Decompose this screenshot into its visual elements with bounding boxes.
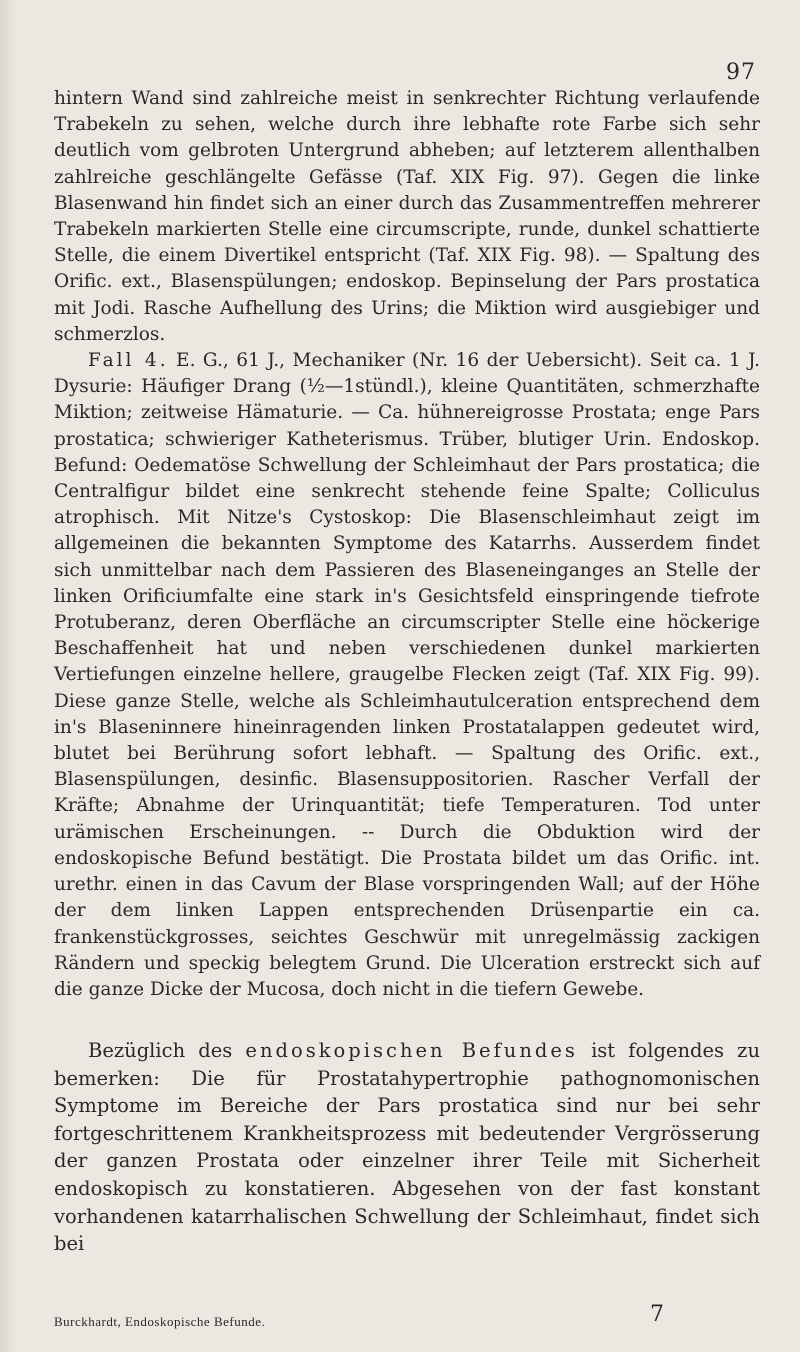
page-number: 97 xyxy=(726,60,756,85)
paragraph-case-4 xyxy=(54,348,760,1003)
case-heading: Fall 4. xyxy=(88,350,169,372)
paragraph-text: E. G., 61 J., Mechaniker (Nr. 16 der Uebersicht). Seit ca. 1 J. Dysurie: Häufiger Drang (½—1stündl.), kleine Quantitäten, schmerzhafte Miktion; zeitweise Hämaturie. — Ca. hühnereigrosse Prostata; enge Pars prostatica; schwieriger Katheterismus. Trüber, blutiger Urin. Endoskop. Befund: Oedematöse Schwellung der Schleimhaut der Pars prostatica; die Centralfigur bildet eine senkrecht stehende feine Spalte; Colliculus atrophisch. Mit Nitze's Cystoskop: Die Blasenschleimhaut zeigt im allgemeinen die bekannten Symptome des Katarrhs. Ausserdem findet sich unmittelbar nach dem Passieren des Blaseneinganges an Stelle der linken Orificiumfalte eine stark in's Gesichtsfeld einspringende tiefrote Protuberanz, deren Oberfläche an circumscripter Stelle eine höckerige Beschaffenheit hat und neben verschiedenen dunkel markierten Vertiefungen einzelne hellere, graugelbe Flecken zeigt (Taf. XIX Fig. 99). Diese ganze Stelle, welche als Schleimhautulceration entsprechend dem in's Blaseninnere hineinragenden linken Prostatalappen gedeutet wird, blutet bei Berührung sofort lebhaft. — Spaltung des Orific. ext., Blasenspülungen, desinfic. Blasensuppositorien. Rascher Verfall der Kräfte; Abnahme der Urinquantität; tiefe Temperaturen. Tod unter urämischen Erscheinungen. -- Durch die Obduktion wird der endoskopische Befund bestätigt. Die Prostata bildet um das Orific. int. urethr. einen in das Cavum der Blase vorspringenden Wall; auf der Höhe der dem linken Lappen entsprechenden Drüsenpartie ein ca. frankenstückgrosses, seichtes Geschwür mit unregelmässig zackigen Rändern und speckig belegtem Grund. Die Ulceration erstreckt sich auf die ganze Dicke der Mucosa, doch nicht in die tiefern Gewebe. xyxy=(54,350,760,1000)
body-text xyxy=(54,86,760,1258)
paragraph-text: ist folgendes zu bemerken: Die für Prostatahypertrophie pathognomonischen Symptome im Bereiche der Pars prostatica sind nur bei sehr fortgeschrittenem Krankheitsprozess mit bedeutender Vergrösserung der ganzen Prostata oder einzelner ihrer Teile mit Sicherheit endoskopisch zu konstatieren. Abgesehen von der fast konstant vorhandenen katarrhalischen Schwellung der Schleimhaut, findet sich bei xyxy=(54,1039,761,1256)
paragraph-lead: Bezüglich des xyxy=(88,1039,233,1063)
page-binding-edge xyxy=(0,0,18,1352)
emphasized-term: endoskopischen Befundes xyxy=(245,1039,578,1063)
page-footer xyxy=(54,1302,760,1336)
paragraph-continuation xyxy=(54,86,760,348)
paragraph-endoscopic-findings xyxy=(54,1037,760,1258)
sheet-number: 7 xyxy=(650,1302,664,1327)
paragraph-text: hintern Wand sind zahlreiche meist in senkrechter Richtung verlaufende Trabekeln zu sehen, welche durch ihre lebhafte rote Farbe sich sehr deutlich vom gelbroten Untergrund abheben; auf letzterem allenthalben zahlreiche geschlängelte Gefässe (Taf. XIX Fig. 97). Gegen die linke Blasenwand hin findet sich an einer durch das Zusammentreffen mehrerer Trabekeln markierten Stelle eine circumscripte, runde, dunkel schattierte Stelle, die einem Divertikel entspricht (Taf. XIX Fig. 98). — Spaltung des Orific. ext., Blasenspülungen; endoskop. Bepinselung der Pars prostatica mit Jodi. Rasche Aufhellung des Urins; die Miktion wird ausgiebiger und schmerzlos. xyxy=(54,88,760,345)
printer-signature: Burckhardt, Endoskopische Befunde. xyxy=(54,1314,266,1329)
